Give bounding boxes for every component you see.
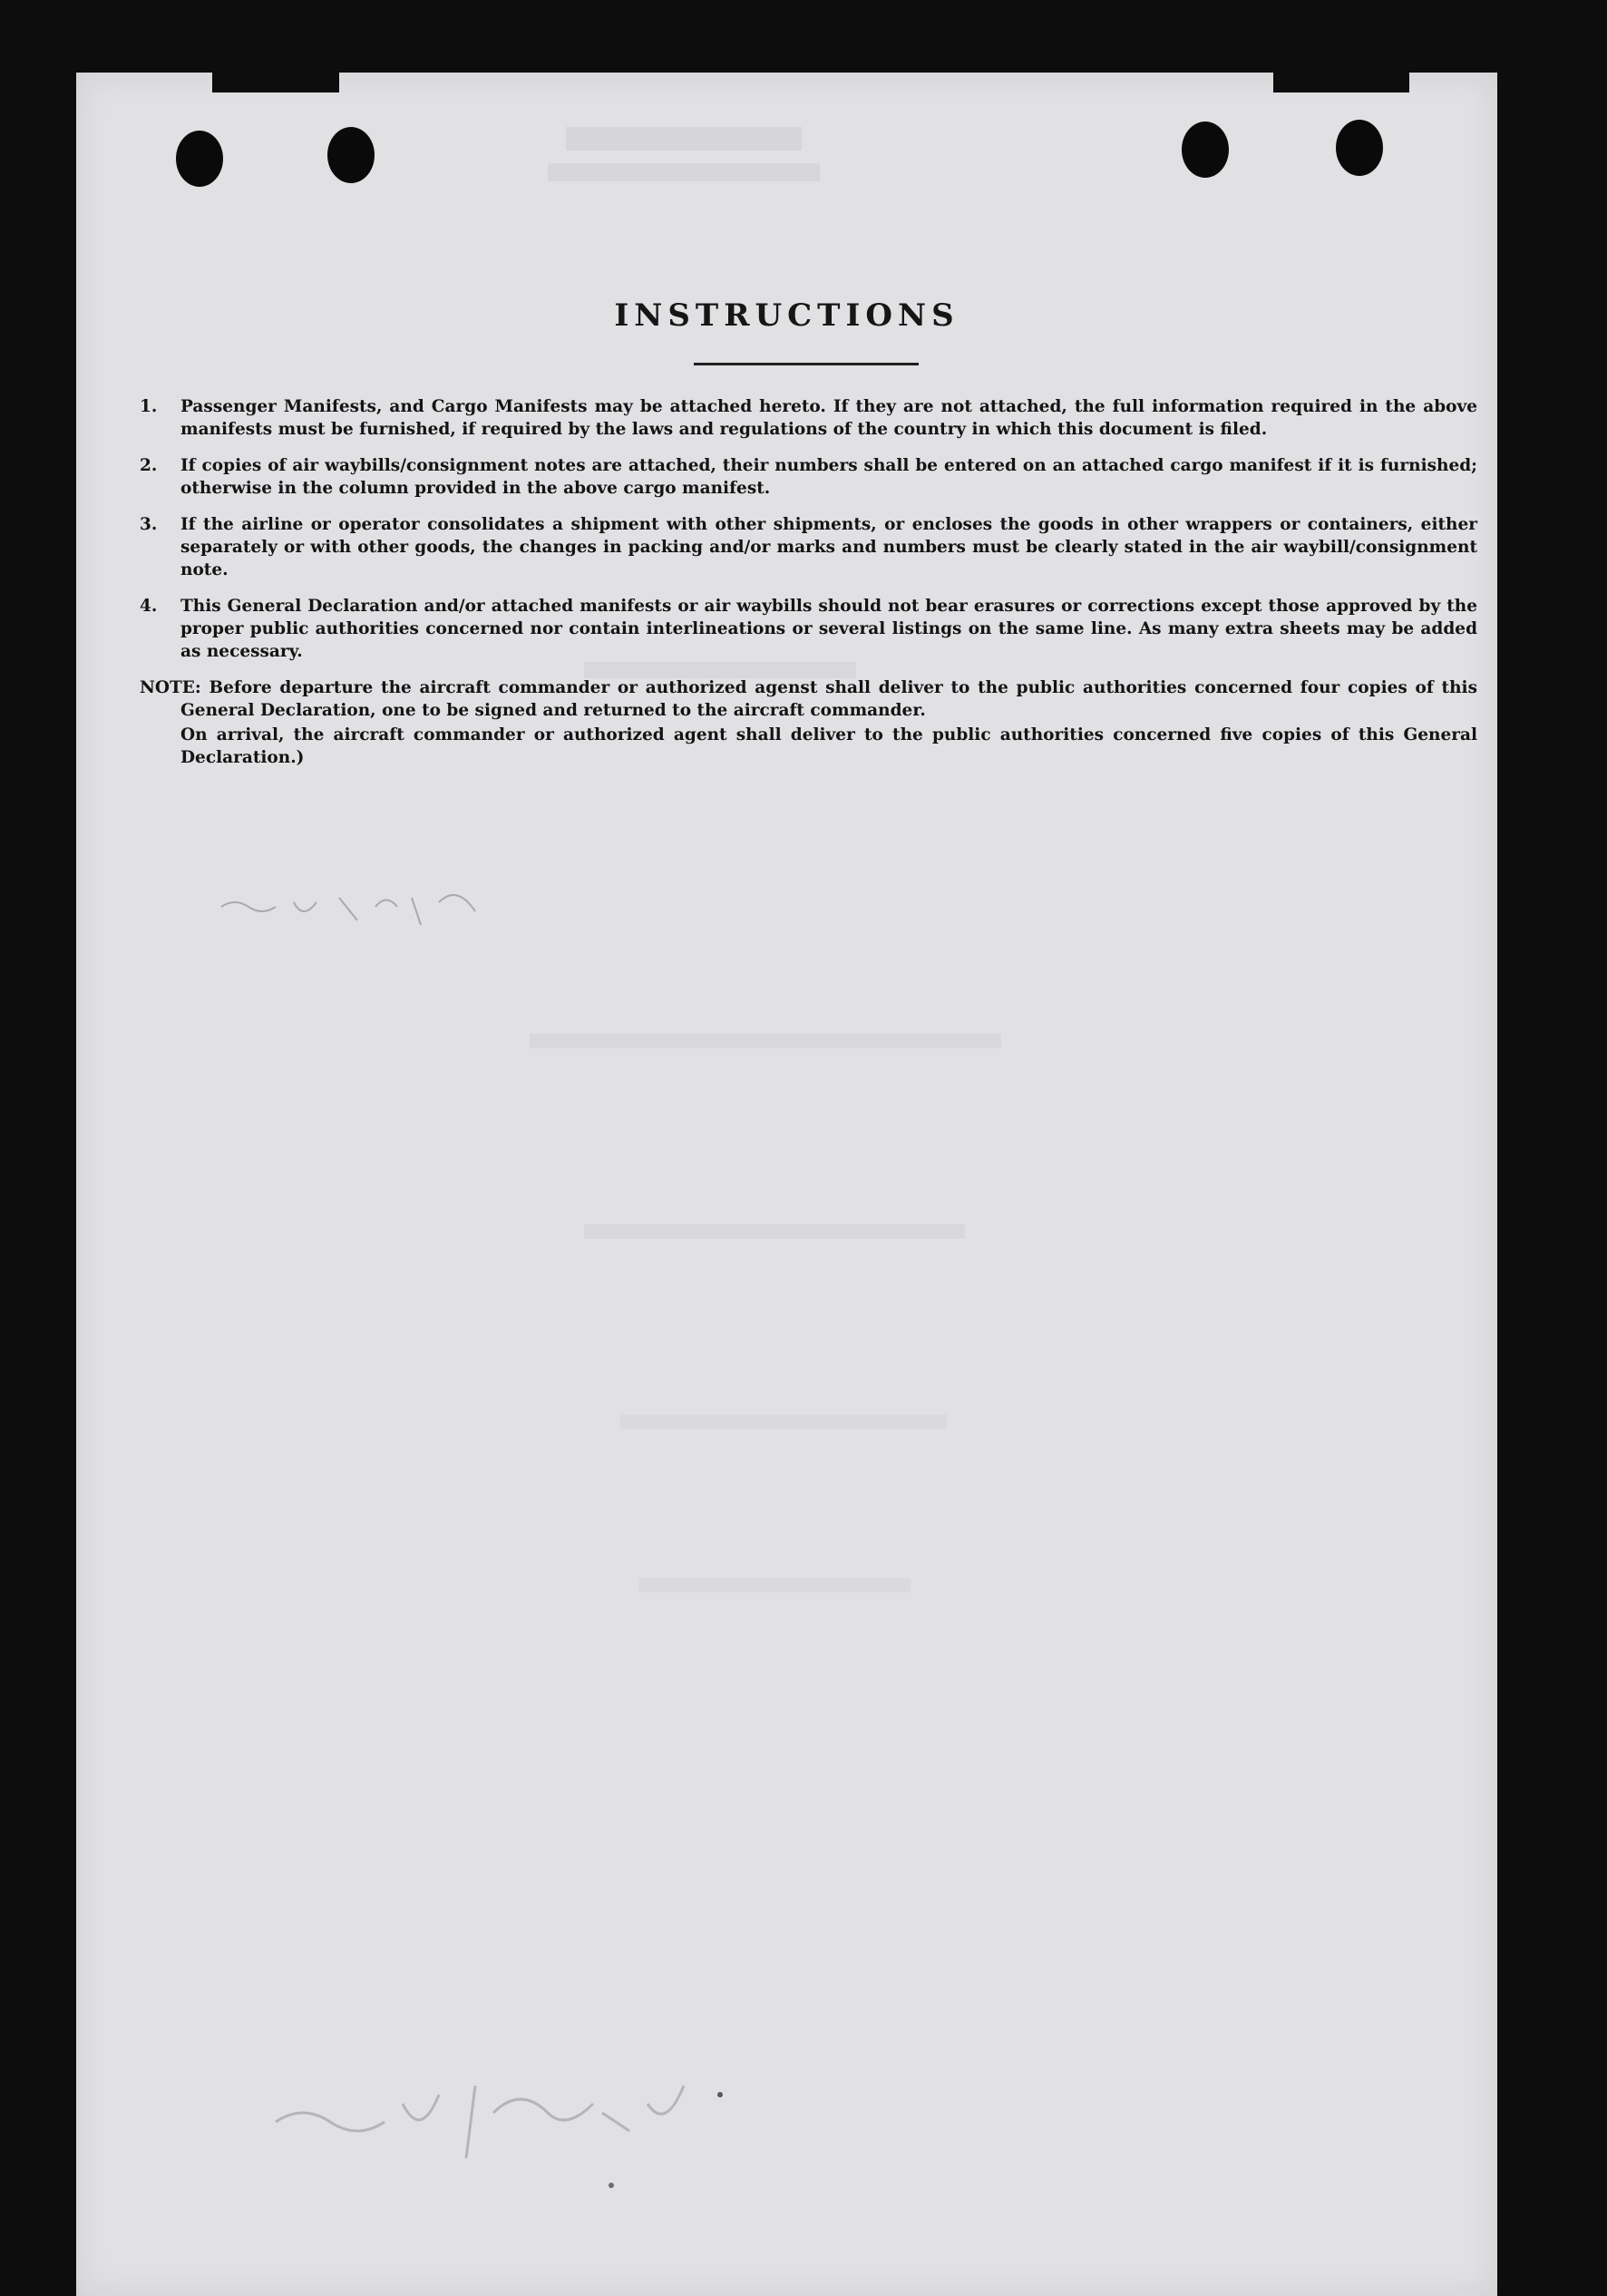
pencil-scribble-icon — [212, 871, 521, 952]
instruction-item — [140, 395, 1477, 441]
handwritten-signature-icon — [258, 2049, 765, 2213]
instructions-list — [140, 395, 1477, 769]
instruction-item — [140, 595, 1477, 663]
instruction-number: 3. — [140, 515, 158, 534]
bleed-through-mark — [566, 127, 802, 151]
bleed-through-mark — [638, 1578, 911, 1592]
punch-hole-icon — [327, 127, 375, 183]
page-title: INSTRUCTIONS — [614, 297, 959, 334]
note-departure: NOTE: Before departure the aircraft commander or authorized agenst shall deliver to the public authorities concerned four copies of this General Declaration, one to be signed and returned to the aircraft commander. — [140, 678, 1477, 720]
note-block — [140, 676, 1477, 769]
instruction-number: 2. — [140, 456, 158, 475]
note-arrival: On arrival, the aircraft commander or authorized agent shall deliver to the public authorities concerned five copies of this General Declaration.) — [180, 725, 1477, 767]
instruction-text: If the airline or operator consolidates a shipment with other shipments, or encloses the goods in other wrappers or containers, either separately or with other goods, the changes in packing and/or marks and numbers must be clearly stated in the air waybill/consignment note. — [180, 515, 1477, 579]
instruction-number: 4. — [140, 597, 158, 616]
punch-hole-icon — [1182, 122, 1229, 178]
punch-hole-icon — [176, 131, 223, 187]
instruction-text: This General Declaration and/or attached manifests or air waybills should not bear erasures or corrections except those approved by the proper public authorities concerned nor contain interlineations or several listings on the same line. As many extra sheets may be added as necessary. — [180, 597, 1477, 661]
instruction-text: If copies of air waybills/consignment notes are attached, their numbers shall be entered on an attached cargo manifest if it is furnished; otherwise in the column provided in the above cargo manifest. — [180, 456, 1477, 498]
bleed-through-mark — [530, 1034, 1001, 1048]
paper-edge-notch — [1273, 71, 1409, 92]
instruction-item — [140, 513, 1477, 581]
instruction-text: Passenger Manifests, and Cargo Manifests may be attached hereto. If they are not attached, the full information required in the above manifests must be furnished, if required by the laws and regulations of the country in which this document is filed. — [180, 397, 1477, 439]
paper-sheet — [76, 73, 1497, 2296]
bleed-through-mark — [620, 1415, 947, 1429]
title-underline — [694, 363, 919, 365]
instruction-number: 1. — [140, 397, 158, 416]
bleed-through-mark — [584, 1224, 965, 1239]
instruction-item — [140, 454, 1477, 500]
paper-edge-notch — [212, 71, 339, 92]
punch-hole-icon — [1336, 120, 1383, 176]
bleed-through-mark — [548, 163, 820, 181]
